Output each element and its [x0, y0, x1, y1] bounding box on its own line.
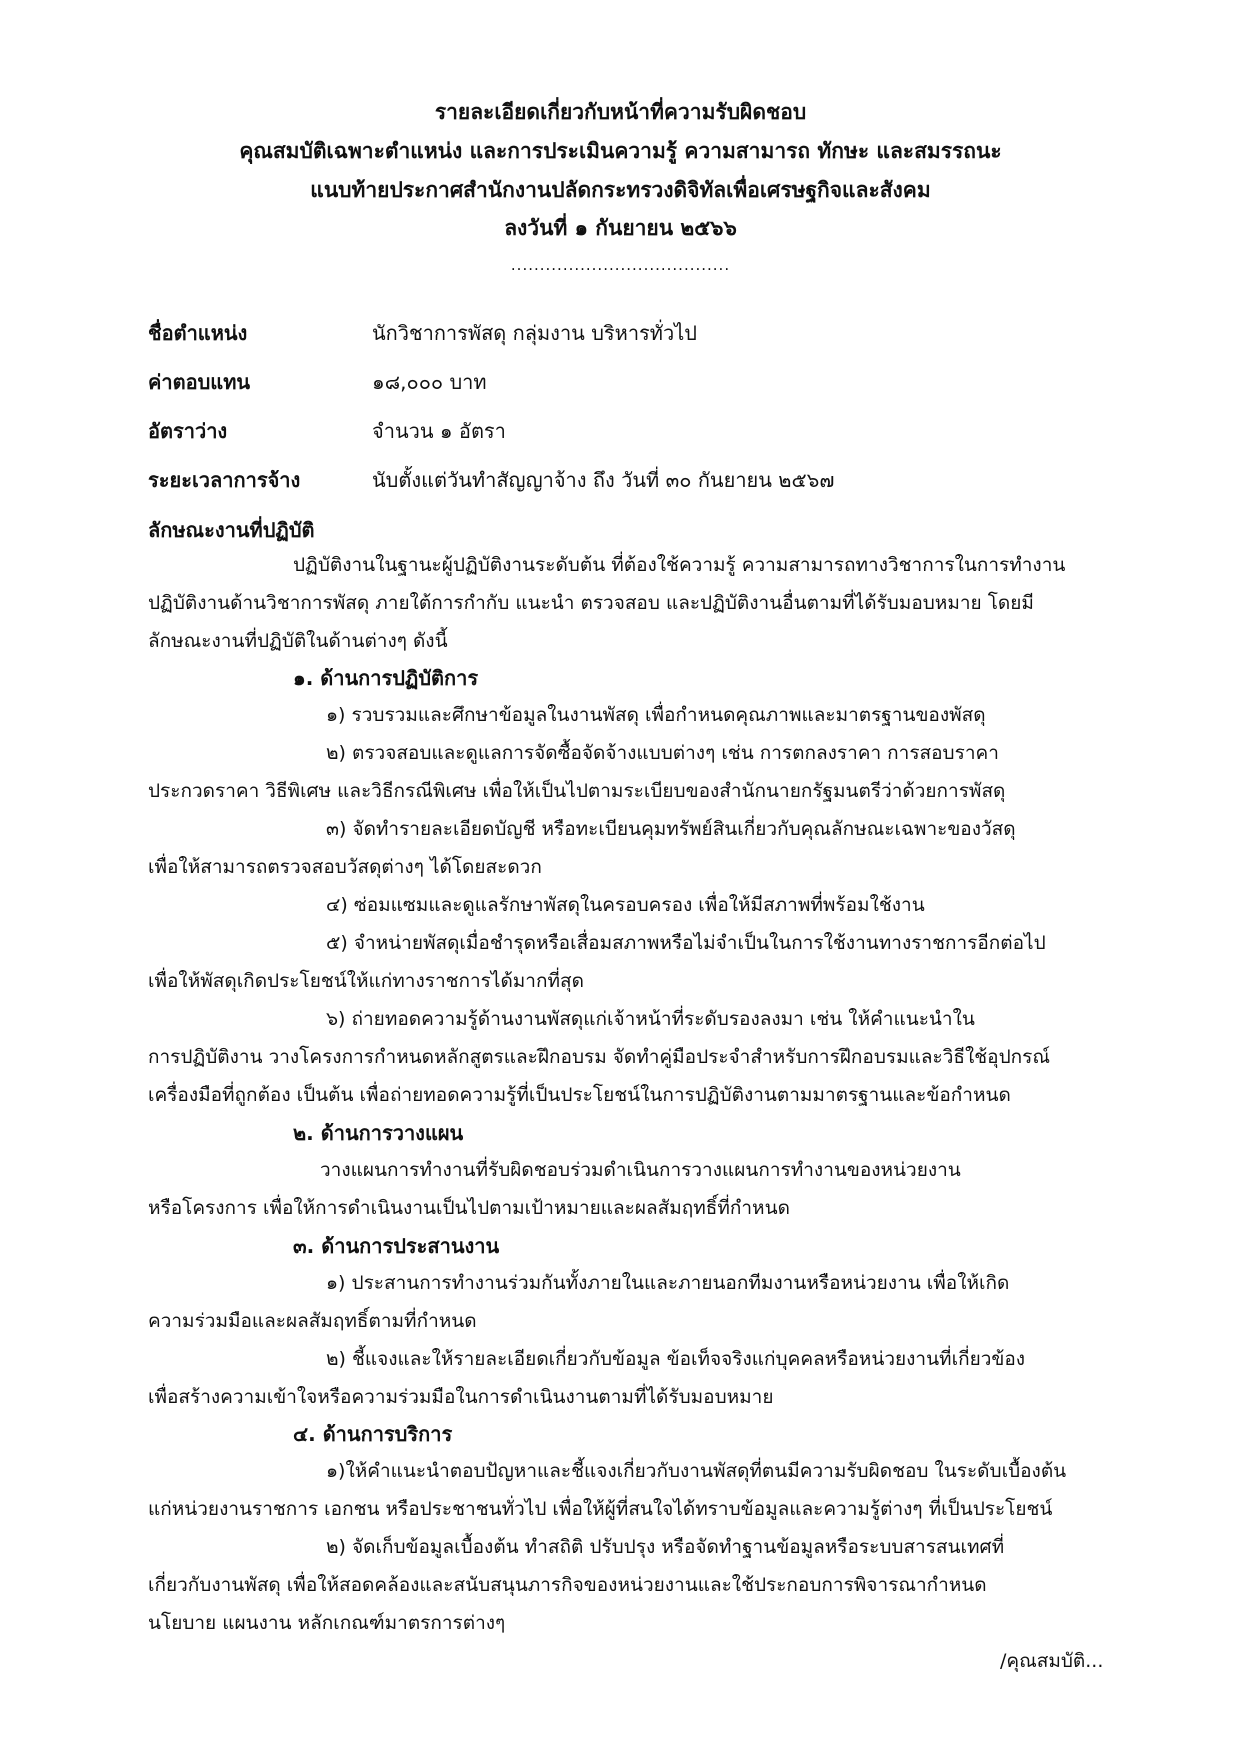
- item-2-cont: หรือโครงการ เพื่อให้การดำเนินงานเป็นไปตามเป้าหมายและผลสัมฤทธิ์ที่กำหนด: [148, 1197, 790, 1219]
- employment-period-value: นับตั้งแต่วันทำสัญญาจ้าง ถึง วันที่ ๓๐ กันยายน ๒๕๖๗: [372, 468, 835, 492]
- position-label: ชื่อตำแหน่ง: [148, 321, 248, 345]
- item-1-3-cont: เพื่อให้สามารถตรวจสอบวัสดุต่างๆ ได้โดยสะดวก: [148, 856, 542, 878]
- vacancy-value: จำนวน ๑ อัตรา: [372, 419, 506, 443]
- salary-label: ค่าตอบแทน: [148, 370, 251, 394]
- item-1-3: ๓) จัดทำรายละเอียดบัญชี หรือทะเบียนคุมทรัพย์สินเกี่ยวกับคุณลักษณะเฉพาะของวัสดุ: [326, 818, 1016, 840]
- item-4-1: ๑)ให้คำแนะนำตอบปัญหาและชี้แจงเกี่ยวกับงานพัสดุที่ตนมีความรับผิดชอบ ในระดับเบื้องต้น: [326, 1460, 1067, 1482]
- salary-value: ๑๘,๐๐๐ บาท: [372, 370, 487, 394]
- header-divider-dots: ......................................: [510, 256, 731, 274]
- section-3-title: ๓. ด้านการประสานงาน: [293, 1234, 500, 1258]
- duties-heading: ลักษณะงานที่ปฏิบัติ: [148, 518, 315, 542]
- item-1-6-cont: เครื่องมือที่ถูกต้อง เป็นต้น เพื่อถ่ายทอดความรู้ที่เป็นประโยชน์ในการปฏิบัติงานตามมาตรฐานและข้อกำหนด: [148, 1084, 1011, 1106]
- item-3-1: ๑) ประสานการทำงานร่วมกันทั้งภายในและภายนอกทีมงานหรือหน่วยงาน เพื่อให้เกิด: [326, 1272, 1010, 1294]
- intro-line: ปฏิบัติงานในฐานะผู้ปฏิบัติงานระดับต้น ที่ต้องใช้ความรู้ ความสามารถทางวิชาการในการทำงาน: [293, 554, 1066, 576]
- section-1-title: ๑. ด้านการปฏิบัติการ: [293, 666, 479, 690]
- section-2-title: ๒. ด้านการวางแผน: [293, 1121, 464, 1145]
- intro-line: ลักษณะงานที่ปฏิบัติในด้านต่างๆ ดังนี้: [148, 630, 448, 652]
- item-1-6: ๖) ถ่ายทอดความรู้ด้านงานพัสดุแก่เจ้าหน้าที่ระดับรองลงมา เช่น ให้คำแนะนำใน: [326, 1008, 975, 1030]
- header-date: ลงวันที่ ๑ กันยายน ๒๕๖๖: [504, 216, 737, 240]
- item-1-1: ๑) รวบรวมและศึกษาข้อมูลในงานพัสดุ เพื่อกำหนดคุณภาพและมาตรฐานของพัสดุ: [326, 704, 986, 726]
- section-4-title: ๔. ด้านการบริการ: [293, 1422, 453, 1446]
- item-4-2-cont: เกี่ยวกับงานพัสดุ เพื่อให้สอดคล้องและสนับสนุนภารกิจของหน่วยงานและใช้ประกอบการพิจารณากำหนด: [148, 1574, 987, 1596]
- item-3-2-cont: เพื่อสร้างความเข้าใจหรือความร่วมมือในการดำเนินงานตามที่ได้รับมอบหมาย: [148, 1386, 774, 1408]
- item-1-6-cont: การปฏิบัติงาน วางโครงการกำหนดหลักสูตรและฝึกอบรม จัดทำคู่มือประจำสำหรับการฝึกอบรมและวิธีใช้อุปกรณ์: [148, 1046, 1050, 1068]
- item-1-5-cont: เพื่อให้พัสดุเกิดประโยชน์ให้แก่ทางราชการได้มากที่สุด: [148, 970, 584, 992]
- employment-period-label: ระยะเวลาการจ้าง: [148, 468, 301, 492]
- item-3-1-cont: ความร่วมมือและผลสัมฤทธิ์ตามที่กำหนด: [148, 1310, 477, 1332]
- item-2: วางแผนการทำงานที่รับผิดชอบร่วมดำเนินการวางแผนการทำงานของหน่วยงาน: [320, 1159, 961, 1181]
- item-1-2: ๒) ตรวจสอบและดูแลการจัดซื้อจัดจ้างแบบต่างๆ เช่น การตกลงราคา การสอบราคา: [326, 742, 999, 764]
- header-announcement: แนบท้ายประกาศสำนักงานปลัดกระทรวงดิจิทัลเพื่อเศรษฐกิจและสังคม: [310, 178, 931, 202]
- item-1-5: ๕) จำหน่ายพัสดุเมื่อชำรุดหรือเสื่อมสภาพหรือไม่จำเป็นในการใช้งานทางราชการอีกต่อไป: [326, 932, 1046, 954]
- continued-marker: /คุณสมบัติ...: [1000, 1650, 1104, 1672]
- vacancy-label: อัตราว่าง: [148, 419, 228, 443]
- item-3-2: ๒) ชี้แจงและให้รายละเอียดเกี่ยวกับข้อมูล ข้อเท็จจริงแก่บุคคลหรือหน่วยงานที่เกี่ยวข้อง: [326, 1348, 1026, 1370]
- item-1-2-cont: ประกวดราคา วิธีพิเศษ และวิธีกรณีพิเศษ เพื่อให้เป็นไปตามระเบียบของสำนักนายกรัฐมนตรีว่าด้วยการพัสดุ: [148, 780, 1006, 802]
- item-4-1-cont: แก่หน่วยงานราชการ เอกชน หรือประชาชนทั่วไป เพื่อให้ผู้ที่สนใจได้ทราบข้อมูลและความรู้ต่างๆ ที่เป็นประโยชน์: [148, 1498, 1053, 1520]
- header-title: รายละเอียดเกี่ยวกับหน้าที่ความรับผิดชอบ: [434, 100, 807, 124]
- item-4-2: ๒) จัดเก็บข้อมูลเบื้องต้น ทำสถิติ ปรับปรุง หรือจัดทำฐานข้อมูลหรือระบบสารสนเทศที่: [326, 1536, 1005, 1558]
- intro-line: ปฏิบัติงานด้านวิชาการพัสดุ ภายใต้การกำกับ แนะนำ ตรวจสอบ และปฏิบัติงานอื่นตามที่ได้รับมอบหมาย โดยมี: [148, 592, 1034, 614]
- item-1-4: ๔) ซ่อมแซมและดูแลรักษาพัสดุในครอบครอง เพื่อให้มีสภาพที่พร้อมใช้งาน: [326, 894, 925, 916]
- position-value: นักวิชาการพัสดุ กลุ่มงาน บริหารทั่วไป: [372, 321, 697, 345]
- header-subtitle: คุณสมบัติเฉพาะตำแหน่ง และการประเมินความรู้ ความสามารถ ทักษะ และสมรรถนะ: [239, 139, 1002, 163]
- item-4-2-cont: นโยบาย แผนงาน หลักเกณฑ์มาตรการต่างๆ: [148, 1612, 506, 1634]
